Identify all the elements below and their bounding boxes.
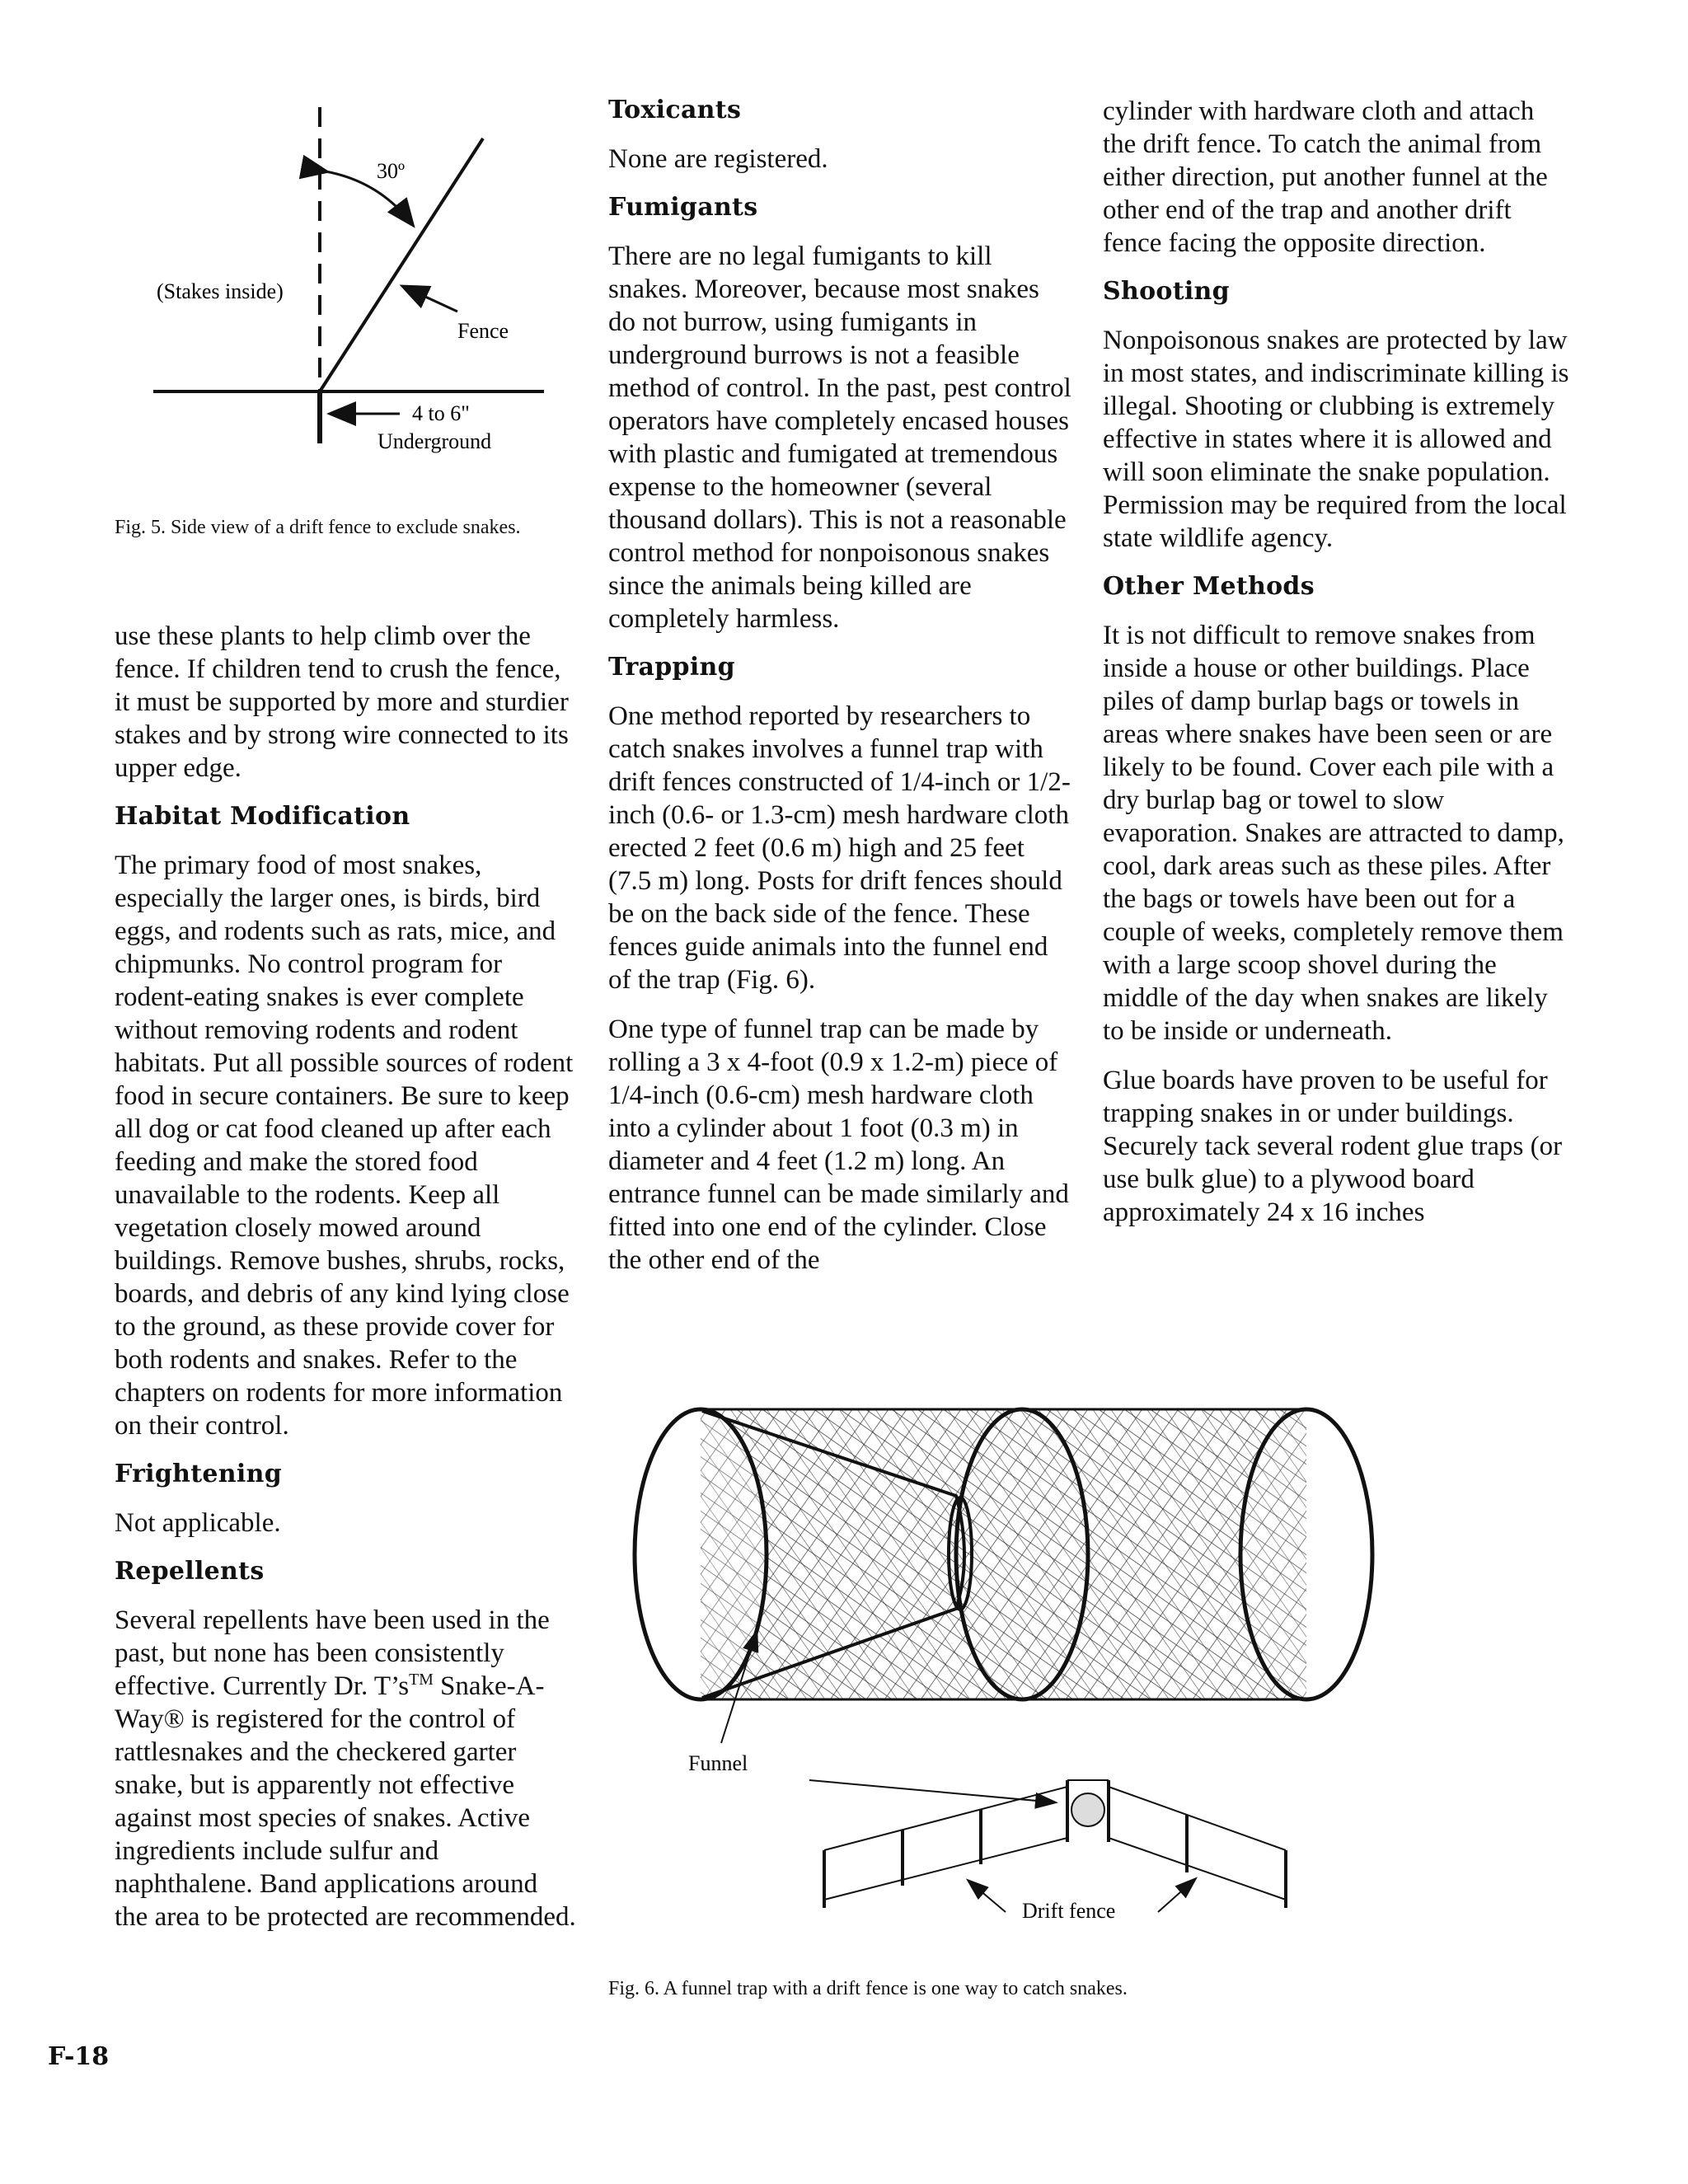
col2-paragraph-fumigants: There are no legal fumigants to kill snakes. Moreover, because most snakes do not burrow, using fumigants in underground burrows is not a feasible method of control. In the past, pest control operators have completely encased houses with plastic and fumigated at tremendous expense to the homeowner (several thousand dollars). This is not a reasonable control method for nonpoisonous snakes since the animals being killed are completely harmless. <box>608 241 1071 634</box>
col2-paragraph-toxicants: None are registered. <box>608 144 828 174</box>
drift-fence-label: Drift fence <box>1022 1899 1116 1923</box>
depth-label: 4 to 6" <box>412 401 470 425</box>
col1-paragraph-intro: use these plants to help climb over the fence. If children tend to crush the fence, it must be supported by more and sturdier stakes and by strong wire connected to its upper edge. <box>115 621 569 783</box>
heading-habitat-modification: Habitat Modification <box>115 802 410 831</box>
drift-fence-arrow-right <box>1158 1879 1195 1912</box>
col1-paragraph-habitat: The primary food of most snakes, especially the larger ones, is birds, bird eggs, and rodents such as rats, mice, and chipmunks. No control program for rodent-eating snakes is ever complete without removing rodents and rodent habitats. Put all possible sources of rodent food in secure containers. Be sure to keep all dog or cat food cleaned up after each feeding and make the stored food unavailable to the rodents. Keep all vegetation closely mowed around buildings. Remove bushes, shrubs, rocks, boards, and debris of any kind lying close to the ground, as these provide cover for both rodents and snakes. Refer to the chapters on rodents for more information on their control. <box>115 851 574 1441</box>
heading-repellents: Repellents <box>115 1557 265 1586</box>
drift-fence-arrow-left <box>968 1881 1006 1912</box>
col3-paragraph-continued: cylinder with hardware cloth and attach the drift fence. To catch the animal from either direction, put another funnel at the other end of the trap and another drift fence facing the opposite direction. <box>1103 96 1548 258</box>
col3-paragraph-other-1: It is not difficult to remove snakes from inside a house or other buildings. Place piles of damp burlap bags or towels in areas where snakes have been seen or are likely to be found. Cover each pile with a dry burlap bag or towel to slow evaporation. Snakes are attracted to damp, cool, dark areas such as these piles. After the bags or towels have been out for a couple of weeks, completely remove them with a large scoop shovel during the middle of the day when snakes are likely to be inside or underneath. <box>1103 621 1564 1046</box>
col1-paragraph-frightening: Not applicable. <box>115 1508 281 1538</box>
col2-paragraph-trapping-2: One type of funnel trap can be made by rolling a 3 x 4-foot (0.9 x 1.2-m) piece of 1/4-inch (0.6-cm) mesh hardware cloth into a cylinder about 1 foot (0.3 m) in diameter and 4 feet (1.2 m) long. An entrance funnel can be made similarly and fitted into one end of the cylinder. Close the other end of the <box>608 1015 1069 1275</box>
col1-paragraph-repellents: Several repellents have been used in the past, but none has been consistently effective. Currently Dr. T’s™ Snake-A-Way® is registered for the control of rattlesnakes and the checkered garter snake, but is apparently not effective against most species of snakes. Active ingredients include sulfur and naphthalene. Band applications around the area to be protected are recommended. <box>115 1605 576 1932</box>
fig6-caption: Fig. 6. A funnel trap with a drift fence is one way to catch snakes. <box>608 1978 1128 1999</box>
fig5-drift-fence-diagram <box>140 99 569 453</box>
fence-arrow <box>404 287 457 312</box>
fig5-caption: Fig. 5. Side view of a drift fence to exclude snakes. <box>115 517 521 538</box>
drift-fence <box>824 1780 1286 1908</box>
fence-label: Fence <box>457 319 509 343</box>
page-number: F-18 <box>48 2042 110 2071</box>
heading-toxicants: Toxicants <box>608 96 742 124</box>
heading-other-methods: Other Methods <box>1103 572 1315 601</box>
column-3 <box>1103 95 1573 1245</box>
heading-frightening: Frightening <box>115 1460 283 1488</box>
col3-paragraph-shooting: Nonpoisonous snakes are protected by law in most states, and indiscriminate killing is illegal. Shooting or clubbing is extremely effective in states where it is allowed and will soon eliminate the snake population. Permission may be required from the local state wildlife agency. <box>1103 326 1569 553</box>
col3-paragraph-other-2: Glue boards have proven to be useful for trapping snakes in or under buildings. Securely tack several rodent glue traps (or use bulk glue) to a plywood board approximately 24 x 16 inches <box>1103 1066 1563 1227</box>
column-1 <box>115 620 576 1950</box>
angle-label: 30º <box>377 159 406 183</box>
trap-cylinder-body-crosshatch <box>701 1409 1306 1699</box>
heading-fumigants: Fumigants <box>608 193 758 222</box>
fig6-funnel-trap-diagram <box>610 1393 1434 1953</box>
col2-paragraph-trapping-1: One method reported by researchers to catch snakes involves a funnel trap with drift fences constructed of 1/4-inch or 1/2-inch (0.6- or 1.3-cm) mesh hardware cloth erected 2 feet (0.6 m) high and 25 feet (7.5 m) long. Posts for drift fences should be on the back side of the fence. These fences guide animals into the funnel end of the trap (Fig. 6). <box>608 701 1071 995</box>
trap-ring-back <box>1240 1409 1372 1699</box>
trap-end-circle <box>1071 1793 1104 1826</box>
funnel-label: Funnel <box>688 1751 748 1775</box>
stakes-label: (Stakes inside) <box>157 279 284 303</box>
heading-shooting: Shooting <box>1103 277 1230 306</box>
heading-trapping: Trapping <box>608 653 735 682</box>
trademark-symbol: TM <box>409 1671 434 1689</box>
column-2 <box>608 95 1071 1293</box>
depth-label-underground: Underground <box>377 429 492 453</box>
trap-ring-front <box>635 1409 767 1699</box>
